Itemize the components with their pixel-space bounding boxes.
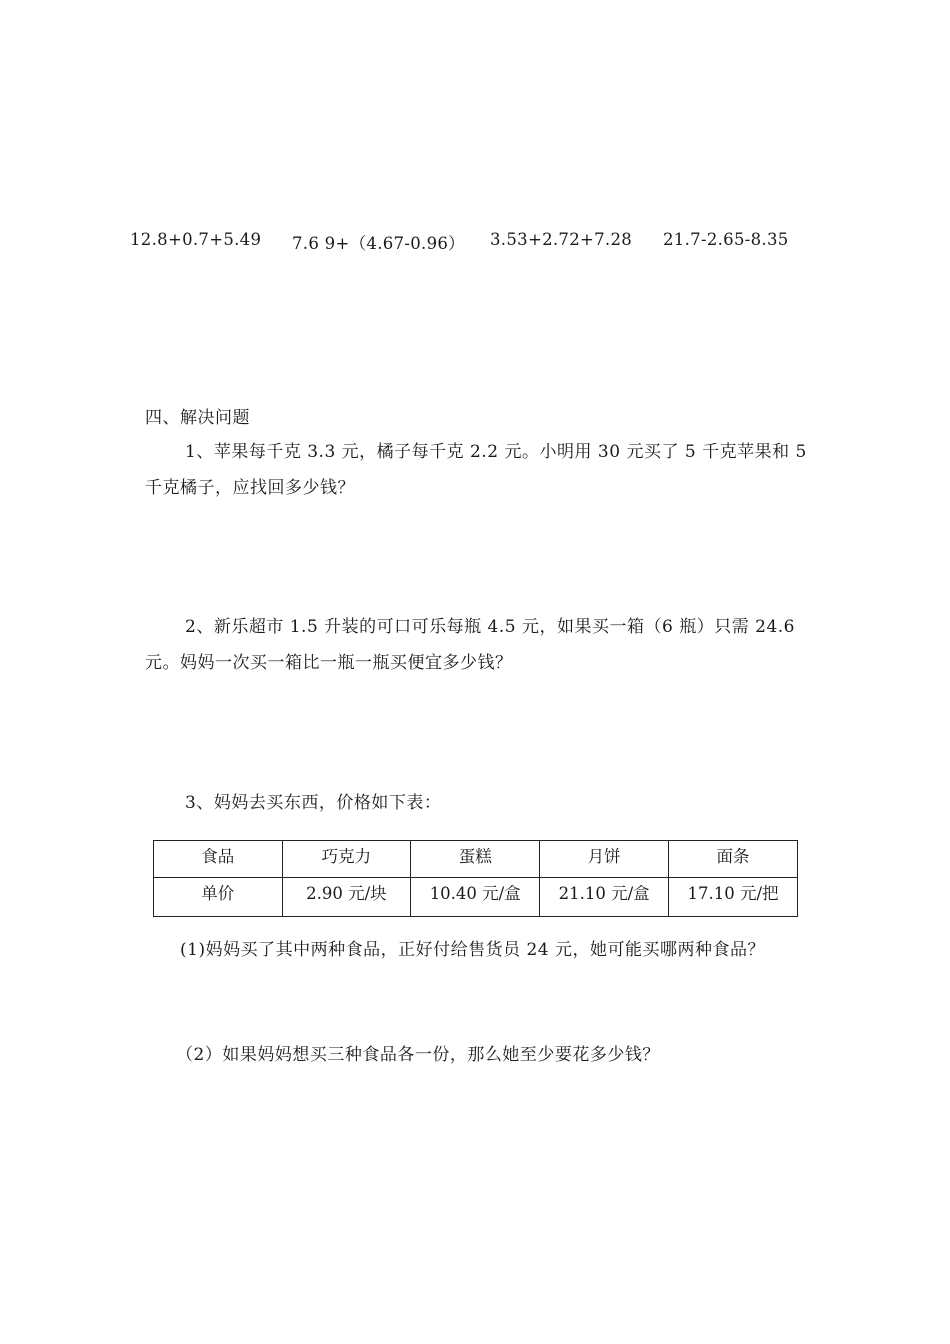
expression-2: 7.6 9+（4.67-0.96） xyxy=(292,234,465,253)
price-table xyxy=(153,840,798,917)
expression-1: 12.8+0.7+5.49 xyxy=(130,230,262,249)
problem-3-sub-2: （2）如果妈妈想买三种食品各一份，那么她至少要花多少钱？ xyxy=(176,1045,660,1065)
price-cell-label: 单价 xyxy=(154,878,283,917)
expression-4: 21.7-2.65-8.35 xyxy=(663,230,789,249)
problem-1-line-2: 千克橘子，应找回多少钱？ xyxy=(145,478,355,498)
price-cell-mooncake: 21.10 元/盒 xyxy=(540,878,669,917)
expression-3: 3.53+2.72+7.28 xyxy=(490,230,633,249)
section-title: 四、解决问题 xyxy=(145,408,250,428)
problem-3-intro: 3、妈妈去买东西，价格如下表： xyxy=(185,793,442,813)
header-cell-cake: 蛋糕 xyxy=(411,841,540,878)
price-cell-noodles: 17.10 元/把 xyxy=(669,878,798,917)
problem-2-line-2: 元。妈妈一次买一箱比一瓶一瓶买便宜多少钱？ xyxy=(145,653,513,673)
price-table-header-row xyxy=(154,841,798,878)
problem-2-line-1: 2、新乐超市 1.5 升装的可口可乐每瓶 4.5 元，如果买一箱（6 瓶）只需 24.6 xyxy=(185,617,795,637)
header-cell-chocolate: 巧克力 xyxy=(282,841,411,878)
price-cell-cake: 10.40 元/盒 xyxy=(411,878,540,917)
problem-1-line-1: 1、苹果每千克 3.3 元，橘子每千克 2.2 元。小明用 30 元买了 5 千克苹果和 5 xyxy=(185,442,807,462)
header-cell-noodles: 面条 xyxy=(669,841,798,878)
price-table-price-row xyxy=(154,878,798,917)
header-cell-mooncake: 月饼 xyxy=(540,841,669,878)
header-cell-food: 食品 xyxy=(154,841,283,878)
price-cell-chocolate: 2.90 元/块 xyxy=(282,878,411,917)
problem-3-sub-1: (1)妈妈买了其中两种食品，正好付给售货员 24 元，她可能买哪两种食品？ xyxy=(180,940,766,960)
